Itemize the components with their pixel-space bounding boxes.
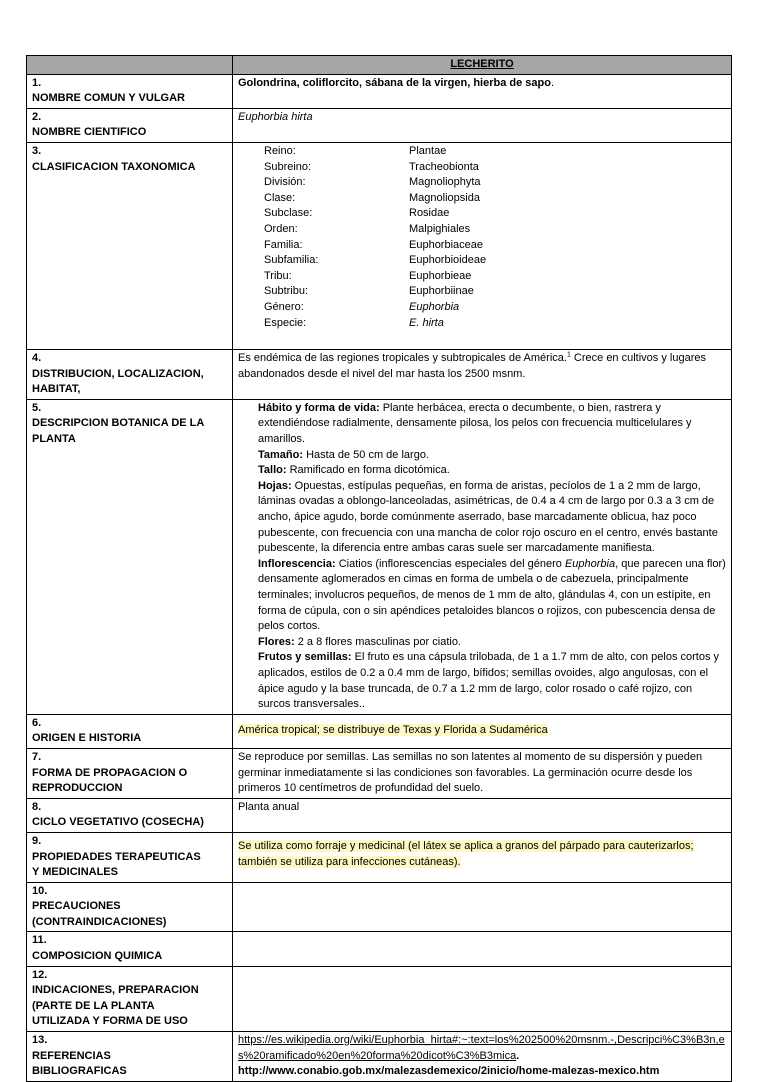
scientific-name: Euphorbia hirta	[233, 108, 732, 142]
plant-title: LECHERITO	[233, 56, 732, 75]
taxonomy-rank: Subfamilia:	[264, 254, 319, 267]
row-label: DISTRIBUCION, LOCALIZACION, HABITAT,	[32, 367, 204, 396]
row-number: 2.	[32, 110, 42, 123]
properties-text: Se utiliza como forraje y medicinal (el látex se aplica a granos del párpado para cauterizarlos; también se utiliza para infecciones cutáneas).	[238, 839, 694, 868]
taxonomy-rank: Especie:	[264, 316, 307, 329]
taxonomy-rank: Género:	[264, 300, 304, 313]
row-number: 1.	[32, 76, 42, 89]
taxonomy-row	[264, 253, 726, 269]
row-label: CICLO VEGETATIVO (COSECHA)	[32, 816, 204, 829]
habito-paragraph: Hábito y forma de vida: Plante herbácea, erecta o decumbente, o bien, rastrera y extendiéndose radialmente, densamente pilosa, los pelos con frecuencia multicelulares y amarillos.	[258, 401, 692, 446]
taxonomy-rank: Subtribu:	[264, 285, 309, 298]
row-label: PRECAUCIONES (CONTRAINDICACIONES)	[32, 900, 167, 928]
row-label: PROPIEDADES TERAPEUTICAS Y MEDICINALES	[32, 850, 201, 879]
row-number: 3.	[32, 144, 42, 157]
row-label: FORMA DE PROPAGACION O REPRODUCCION	[32, 766, 188, 795]
tallo-paragraph: Tallo: Ramificado en forma dicotómica.	[258, 464, 450, 477]
botanical-description	[233, 399, 732, 714]
cycle-text: Planta anual	[233, 798, 732, 832]
taxonomy-name: Rosidae	[409, 207, 450, 220]
origin-text: América tropical; se distribuye de Texas y Florida a Sudamérica	[238, 723, 548, 736]
taxonomy-rank: Tribu:	[264, 269, 292, 282]
row-label: ORIGEN E HISTORIA	[32, 732, 142, 745]
taxonomy-row	[264, 191, 726, 207]
row-label: NOMBRE COMUN Y VULGAR	[32, 92, 185, 105]
hojas-paragraph: Hojas: Opuestas, estípulas pequeñas, en forma de aristas, pecíolos de 1 a 2 mm de largo, láminas ovadas a oblongo-lanceoladas, asimétricas, de 0.4 a 4 cm de largo por 0.3 a 3 cm de ancho, ápice agudo, borde comúnmente aserrado, base marcadamente oblicua, haz poco pubescente, con frecuencia con una mancha de color rojo oscuro en el centro, envés bastante pubescente, la diferencia entre ambas caras suele ser marcadamente manifiesta.	[258, 479, 718, 555]
indications-empty-cell	[233, 966, 732, 1031]
taxonomy-name: Tracheobionta	[409, 160, 479, 173]
flores-paragraph: Flores: 2 a 8 flores masculinas por ciatio.	[258, 635, 461, 648]
taxonomy-name: Euphorbia	[409, 300, 460, 313]
taxonomy-row	[264, 206, 726, 222]
row-origen	[27, 714, 732, 748]
distribution-text: Es endémica de las regiones tropicales y subtropicales de América.$^1$ Crece en cultivos y lugares abandonados desde el nivel del mar hasta los 2500 msnm.	[233, 350, 732, 400]
row-number: 9.	[32, 834, 42, 847]
tamano-paragraph: Tamaño: Hasta de 50 cm de largo.	[258, 448, 429, 461]
row-label: COMPOSICION QUIMICA	[32, 950, 163, 963]
taxonomy-rank: Reino:	[264, 144, 296, 157]
plant-info-table	[26, 55, 732, 1082]
taxonomy-name: Euphorbioideae	[409, 254, 487, 267]
row-number: 13.	[32, 1034, 48, 1047]
precautions-empty-cell	[233, 882, 732, 932]
taxonomy-row	[264, 300, 726, 316]
row-number: 4.	[32, 352, 42, 365]
row-number: 5.	[32, 401, 42, 414]
taxonomy-row	[264, 284, 726, 300]
taxonomy-name: Malpighiales	[409, 222, 471, 235]
common-names: Golondrina, coliflorcito, sábana de la virgen, hierba de sapo	[238, 76, 551, 89]
taxonomy-row	[264, 316, 726, 332]
frutos-paragraph: Frutos y semillas: El fruto es una cápsula trilobada, de 1 a 1.7 mm de alto, con pelos cortos y aplicados, estilos de 0.2 a 0.4 mm de largo, bífidos; semillas ovoides, algo angulosas, con el ápice agudo y la base truncada, de 0.7 a 1.2 mm de largo, color rosado o café rojizo, con surcos transversales..	[258, 651, 720, 711]
taxonomy-name: Plantae	[409, 144, 447, 157]
row-composicion	[27, 932, 732, 966]
row-number: 12.	[32, 968, 48, 981]
row-propiedades	[27, 832, 732, 882]
header-row	[27, 56, 732, 75]
row-precauciones	[27, 882, 732, 932]
row-propagacion	[27, 748, 732, 798]
header-blank-cell	[27, 56, 233, 75]
reference-conabio[interactable]: http://www.conabio.gob.mx/malezasdemexico/2inicio/home-malezas-mexico.htm	[238, 1065, 660, 1078]
row-indicaciones	[27, 966, 732, 1031]
footnote-marker: 1	[566, 351, 571, 359]
composition-empty-cell	[233, 932, 732, 966]
row-number: 10.	[32, 884, 48, 897]
row-number: 7.	[32, 750, 42, 763]
row-label: NOMBRE CIENTIFICO	[32, 126, 147, 139]
taxonomy-name: Magnoliophyta	[409, 176, 481, 189]
row-clasificacion	[27, 142, 732, 349]
row-nombre-cientifico	[27, 108, 732, 142]
reference-link-wikipedia[interactable]: https://es.wikipedia.org/wiki/Euphorbia_hirta#:~:text=los%202500%20msnm.-,Descripci%C3%B3n,es%20ramificado%20en%20forma%20dicot%C3%B3mica	[238, 1034, 725, 1062]
row-ciclo	[27, 798, 732, 832]
row-label: DESCRIPCION BOTANICA DE LA PLANTA	[32, 417, 204, 446]
taxonomy-name: Euphorbiinae	[409, 285, 474, 298]
taxonomy-rank: Subreino:	[264, 160, 312, 173]
taxonomy-name: E. hirta	[409, 316, 444, 329]
row-number: 6.	[32, 716, 42, 729]
row-label: CLASIFICACION TAXONOMICA	[32, 160, 196, 173]
taxonomy-list	[264, 144, 726, 331]
taxonomy-row	[264, 144, 726, 160]
row-nombre-comun: 1.NOMBRE COMUN Y VULGAR Golondrina, coliflorcito, sábana de la virgen, hierba de sapo.	[27, 74, 732, 108]
taxonomy-name: Euphorbiaceae	[409, 238, 484, 251]
taxonomy-row	[264, 269, 726, 285]
taxonomy-rank: Orden:	[264, 222, 298, 235]
row-number: 8.	[32, 800, 42, 813]
row-distribucion	[27, 350, 732, 400]
row-label: INDICACIONES, PREPARACION (PARTE DE LA PLANTA UTILIZADA Y FORMA DE USO	[32, 984, 199, 1028]
taxonomy-row	[264, 160, 726, 176]
propagation-text: Se reproduce por semillas. Las semillas no son latentes al momento de su dispersión y pueden germinar inmediatamente si las condiciones son favorables. La germinación ocurre desde los primeros 10 centímetros de profundidad del suelo.	[233, 748, 732, 798]
row-descripcion	[27, 399, 732, 714]
row-referencias: 13.REFERENCIAS BIBLIOGRAFICAS https://es.wikipedia.org/wiki/Euphorbia_hirta#:~:text=los%202500%20msnm.-,Descripci%C3%B3n,es%20ramificado%20en%20forma%20dicot%C3%B3mica. http://www.conabio.gob.mx/malezasdemexico/2inicio/home-malezas-mexico.htm	[27, 1032, 732, 1082]
taxonomy-rank: Familia:	[264, 238, 303, 251]
taxonomy-row	[264, 222, 726, 238]
taxonomy-row	[264, 238, 726, 254]
row-label: REFERENCIAS BIBLIOGRAFICAS	[32, 1049, 127, 1078]
taxonomy-rank: Clase:	[264, 191, 296, 204]
taxonomy-row	[264, 175, 726, 191]
taxonomy-name: Magnoliopsida	[409, 191, 480, 204]
taxonomy-name: Euphorbieae	[409, 269, 472, 282]
inflorescencia-paragraph: Inflorescencia: Ciatios (inflorescencias especiales del género Euphorbia, que parecen una flor) densamente aglomerados en cimas en forma de umbela o de cabezuela, principalmente terminales; involucros pequeños, de menos de 1 mm de alto, glándulas 4, con un estípite, en forma de cúpula, con o sin apéndices petaloides blancos o rojizos, con pubescencia densa de pelos cortos.	[258, 557, 726, 633]
taxonomy-rank: División:	[264, 176, 306, 189]
taxonomy-cell	[233, 142, 732, 349]
taxonomy-rank: Subclase:	[264, 207, 313, 220]
row-number: 11.	[32, 934, 47, 947]
